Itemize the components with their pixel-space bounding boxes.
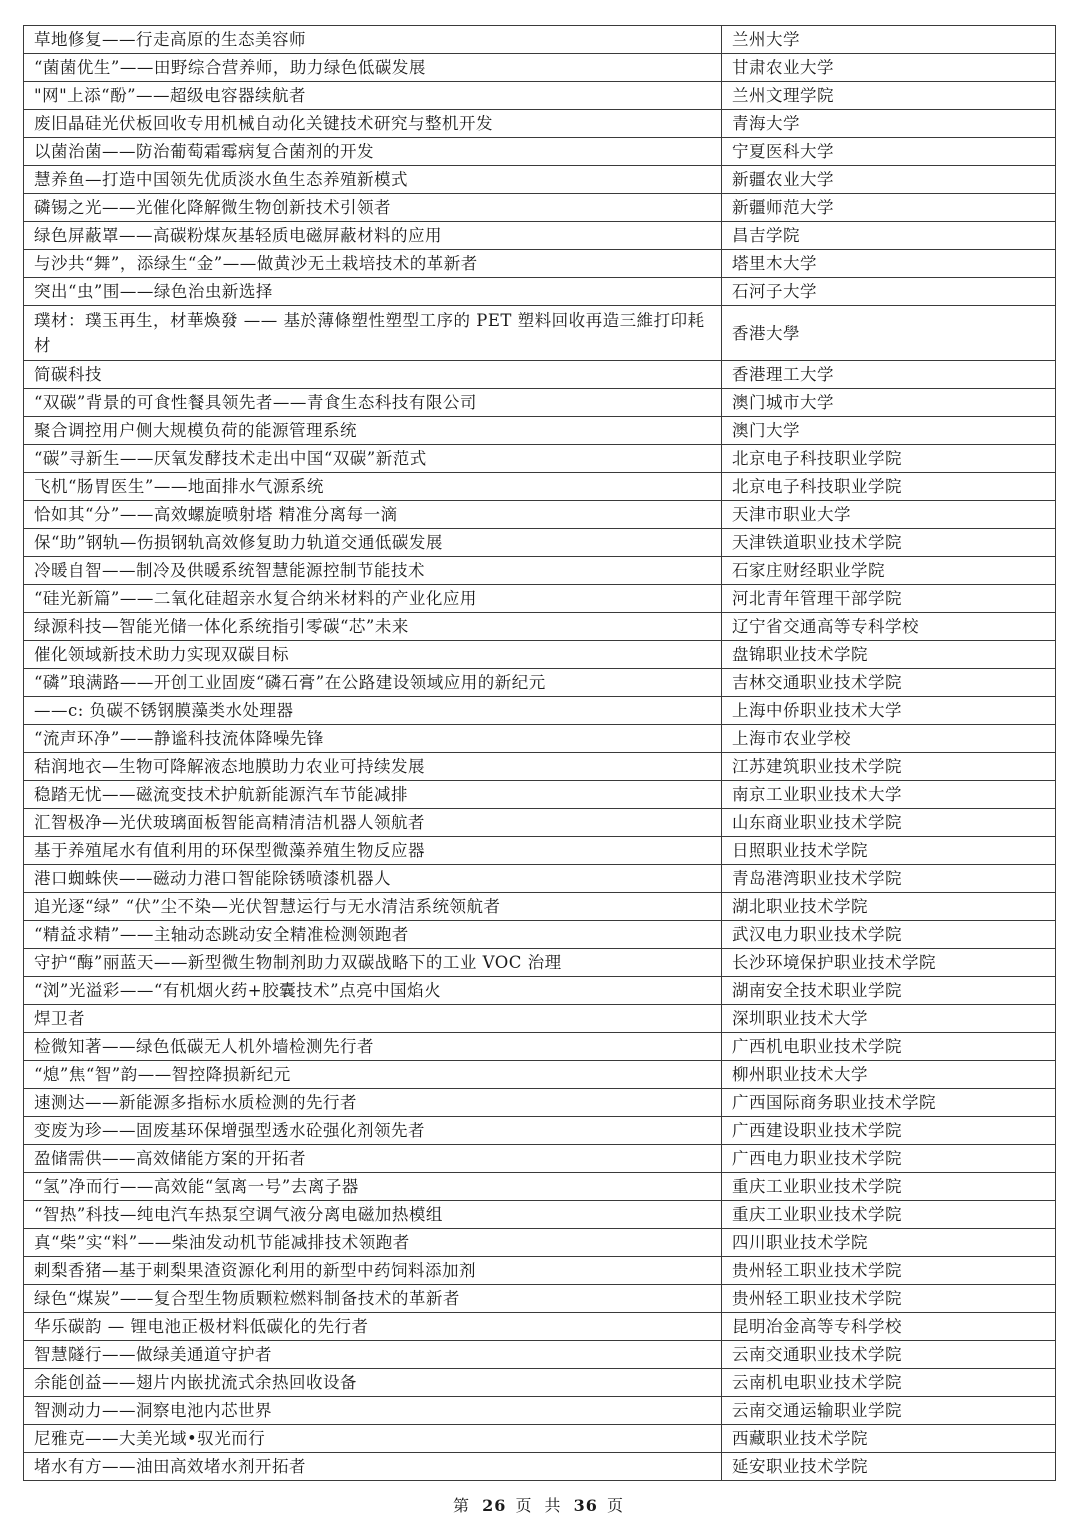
project-name-cell: 稳踏无忧——磁流变技术护航新能源汽车节能减排 [24, 781, 722, 809]
project-name-cell: 智测动力——洞察电池内芯世界 [24, 1397, 722, 1425]
footer-prefix: 第 [452, 1496, 473, 1515]
table-row [24, 138, 1056, 166]
table-row [24, 361, 1056, 389]
table-row [24, 1201, 1056, 1229]
project-name-cell: 废旧晶硅光伏板回收专用机械自动化关键技术研究与整机开发 [24, 110, 722, 138]
table-row [24, 641, 1056, 669]
project-name-cell: “菌菌优生”——田野综合营养师，助力绿色低碳发展 [24, 54, 722, 82]
school-name-cell: 天津铁道职业技术学院 [722, 529, 1056, 557]
table-row [24, 1061, 1056, 1089]
project-name-cell: 刺梨香猪—基于刺梨果渣资源化利用的新型中药饲料添加剂 [24, 1257, 722, 1285]
school-name-cell: 柳州职业技术大学 [722, 1061, 1056, 1089]
project-name-cell: 突出“虫”围——绿色治虫新选择 [24, 278, 722, 306]
project-name-cell: 基于养殖尾水有值利用的环保型微藻养殖生物反应器 [24, 837, 722, 865]
table-row [24, 949, 1056, 977]
table-row [24, 725, 1056, 753]
project-name-cell: 变废为珍——固废基环保增强型透水砼强化剂领先者 [24, 1117, 722, 1145]
project-name-cell: 尼雅克——大美光域•驭光而行 [24, 1425, 722, 1453]
school-name-cell: 深圳职业技术大学 [722, 1005, 1056, 1033]
project-name-cell: 飞机“肠胃医生”——地面排水气源系统 [24, 473, 722, 501]
table-row [24, 865, 1056, 893]
school-name-cell: 广西国际商务职业技术学院 [722, 1089, 1056, 1117]
school-name-cell: 兰州文理学院 [722, 82, 1056, 110]
project-table [23, 25, 1056, 1481]
school-name-cell: 石家庄财经职业学院 [722, 557, 1056, 585]
table-row [24, 613, 1056, 641]
school-name-cell: 西藏职业技术学院 [722, 1425, 1056, 1453]
school-name-cell: 长沙环境保护职业技术学院 [722, 949, 1056, 977]
school-name-cell: 新疆师范大学 [722, 194, 1056, 222]
school-name-cell: 昌吉学院 [722, 222, 1056, 250]
project-name-cell: “碳”寻新生——厌氧发酵技术走出中国“双碳”新范式 [24, 445, 722, 473]
project-name-cell: “浏”光溢彩——“有机烟火药+胶囊技术”点亮中国焰火 [24, 977, 722, 1005]
project-name-cell: 堵水有方——油田高效堵水剂开拓者 [24, 1453, 722, 1481]
school-name-cell: 上海市农业学校 [722, 725, 1056, 753]
project-name-cell: 璞材：璞玉再生，材華煥發 —— 基於薄條塑性塑型工序的 PET 塑料回收再造三維打印耗材 [24, 306, 722, 361]
table-row [24, 1397, 1056, 1425]
project-name-cell: 简碳科技 [24, 361, 722, 389]
table-row [24, 781, 1056, 809]
school-name-cell: 香港理工大学 [722, 361, 1056, 389]
table-row [24, 753, 1056, 781]
school-name-cell: 青海大学 [722, 110, 1056, 138]
project-name-cell: 草地修复——行走高原的生态美容师 [24, 26, 722, 54]
project-name-cell: “智热”科技—纯电汽车热泵空调气液分离电磁加热模组 [24, 1201, 722, 1229]
project-name-cell: 检微知著——绿色低碳无人机外墙检测先行者 [24, 1033, 722, 1061]
project-name-cell: 绿色“煤炭”——复合型生物质颗粒燃料制备技术的革新者 [24, 1285, 722, 1313]
school-name-cell: 湖北职业技术学院 [722, 893, 1056, 921]
project-name-cell: “氢”净而行——高效能“氢离一号”去离子器 [24, 1173, 722, 1201]
footer-suffix: 页 [607, 1496, 628, 1515]
table-row [24, 306, 1056, 361]
table-row [24, 1369, 1056, 1397]
table-row [24, 669, 1056, 697]
table-row [24, 222, 1056, 250]
project-name-cell: “双碳”背景的可食性餐具领先者——青食生态科技有限公司 [24, 389, 722, 417]
project-name-cell: 绿源科技—智能光储一体化系统指引零碳“芯”未来 [24, 613, 722, 641]
project-name-cell: 冷暖自智——制冷及供暖系统智慧能源控制节能技术 [24, 557, 722, 585]
table-row [24, 697, 1056, 725]
table-row [24, 110, 1056, 138]
school-name-cell: 河北青年管理干部学院 [722, 585, 1056, 613]
school-name-cell: 四川职业技术学院 [722, 1229, 1056, 1257]
school-name-cell: 香港大學 [722, 306, 1056, 361]
project-name-cell: 华乐碳韵 — 锂电池正极材料低碳化的先行者 [24, 1313, 722, 1341]
table-row [24, 1229, 1056, 1257]
school-name-cell: 塔里木大学 [722, 250, 1056, 278]
school-name-cell: 澳门城市大学 [722, 389, 1056, 417]
table-row [24, 417, 1056, 445]
table-row [24, 389, 1056, 417]
table-row [24, 921, 1056, 949]
project-name-cell: 慧养鱼—打造中国领先优质淡水鱼生态养殖新模式 [24, 166, 722, 194]
table-row [24, 1117, 1056, 1145]
table-row [24, 1285, 1056, 1313]
school-name-cell: 江苏建筑职业技术学院 [722, 753, 1056, 781]
page-footer [0, 1493, 1080, 1516]
school-name-cell: 石河子大学 [722, 278, 1056, 306]
table-row [24, 585, 1056, 613]
current-page-number: 26 [482, 1496, 507, 1515]
project-name-cell: ——c: 负碳不锈钢膜藻类水处理器 [24, 697, 722, 725]
table-row [24, 194, 1056, 222]
school-name-cell: 甘肃农业大学 [722, 54, 1056, 82]
total-pages-number: 36 [573, 1496, 598, 1515]
school-name-cell: 重庆工业职业技术学院 [722, 1173, 1056, 1201]
project-name-cell: 与沙共“舞”，添绿生“金”——做黄沙无土栽培技术的革新者 [24, 250, 722, 278]
table-row [24, 1341, 1056, 1369]
school-name-cell: 云南交通运输职业学院 [722, 1397, 1056, 1425]
project-name-cell: 催化领域新技术助力实现双碳目标 [24, 641, 722, 669]
school-name-cell: 吉林交通职业技术学院 [722, 669, 1056, 697]
table-row [24, 837, 1056, 865]
project-table-body [24, 26, 1056, 1481]
school-name-cell: 南京工业职业技术大学 [722, 781, 1056, 809]
project-name-cell: 智慧隧行——做绿美通道守护者 [24, 1341, 722, 1369]
project-name-cell: “硅光新篇”——二氧化硅超亲水复合纳米材料的产业化应用 [24, 585, 722, 613]
school-name-cell: 武汉电力职业技术学院 [722, 921, 1056, 949]
school-name-cell: 山东商业职业技术学院 [722, 809, 1056, 837]
table-row [24, 1033, 1056, 1061]
school-name-cell: 广西机电职业技术学院 [722, 1033, 1056, 1061]
table-row [24, 250, 1056, 278]
table-row [24, 445, 1056, 473]
school-name-cell: 新疆农业大学 [722, 166, 1056, 194]
project-name-cell: 保“助”钢轨—伤损钢轨高效修复助力轨道交通低碳发展 [24, 529, 722, 557]
project-name-cell: 聚合调控用户侧大规模负荷的能源管理系统 [24, 417, 722, 445]
school-name-cell: 延安职业技术学院 [722, 1453, 1056, 1481]
table-row [24, 1425, 1056, 1453]
school-name-cell: 澳门大学 [722, 417, 1056, 445]
project-name-cell: 港口蜘蛛侠——磁动力港口智能除锈喷漆机器人 [24, 865, 722, 893]
table-row [24, 278, 1056, 306]
school-name-cell: 上海中侨职业技术大学 [722, 697, 1056, 725]
project-name-cell: 绿色屏蔽罩——高碳粉煤灰基轻质电磁屏蔽材料的应用 [24, 222, 722, 250]
school-name-cell: 广西建设职业技术学院 [722, 1117, 1056, 1145]
school-name-cell: 贵州轻工职业技术学院 [722, 1285, 1056, 1313]
project-name-cell: “磷”琅满路——开创工业固废“磷石膏”在公路建设领域应用的新纪元 [24, 669, 722, 697]
school-name-cell: 青岛港湾职业技术学院 [722, 865, 1056, 893]
table-row [24, 501, 1056, 529]
project-name-cell: 秸润地衣—生物可降解液态地膜助力农业可持续发展 [24, 753, 722, 781]
table-row [24, 26, 1056, 54]
school-name-cell: 宁夏医科大学 [722, 138, 1056, 166]
school-name-cell: 北京电子科技职业学院 [722, 445, 1056, 473]
school-name-cell: 天津市职业大学 [722, 501, 1056, 529]
project-name-cell: 汇智极净—光伏玻璃面板智能高精清洁机器人领航者 [24, 809, 722, 837]
project-name-cell: 追光逐“绿” “伏”尘不染—光伏智慧运行与无水清洁系统领航者 [24, 893, 722, 921]
project-name-cell: 真“柴”实“料”——柴油发动机节能减排技术领跑者 [24, 1229, 722, 1257]
table-row [24, 1089, 1056, 1117]
school-name-cell: 兰州大学 [722, 26, 1056, 54]
table-row [24, 977, 1056, 1005]
project-name-cell: “精益求精”——主轴动态跳动安全精准检测领跑者 [24, 921, 722, 949]
project-name-cell: 磷锡之光——光催化降解微生物创新技术引领者 [24, 194, 722, 222]
school-name-cell: 湖南安全技术职业学院 [722, 977, 1056, 1005]
project-name-cell: 恰如其“分”——高效螺旋喷射塔 精准分离每一滴 [24, 501, 722, 529]
table-row [24, 82, 1056, 110]
school-name-cell: 辽宁省交通高等专科学校 [722, 613, 1056, 641]
footer-middle: 页 共 [515, 1496, 565, 1515]
school-name-cell: 广西电力职业技术学院 [722, 1145, 1056, 1173]
project-name-cell: 盈储需供——高效储能方案的开拓者 [24, 1145, 722, 1173]
project-name-cell: 速测达——新能源多指标水质检测的先行者 [24, 1089, 722, 1117]
table-row [24, 529, 1056, 557]
project-name-cell: “流声环净”——静谧科技流体降噪先锋 [24, 725, 722, 753]
table-row [24, 1173, 1056, 1201]
school-name-cell: 盘锦职业技术学院 [722, 641, 1056, 669]
table-row [24, 54, 1056, 82]
table-row [24, 893, 1056, 921]
project-name-cell: 守护“酶”丽蓝天——新型微生物制剂助力双碳战略下的工业 VOC 治理 [24, 949, 722, 977]
table-row [24, 1005, 1056, 1033]
school-name-cell: 日照职业技术学院 [722, 837, 1056, 865]
project-name-cell: 焊卫者 [24, 1005, 722, 1033]
table-row [24, 1145, 1056, 1173]
table-row [24, 473, 1056, 501]
project-name-cell: 以菌治菌——防治葡萄霜霉病复合菌剂的开发 [24, 138, 722, 166]
table-row [24, 1313, 1056, 1341]
school-name-cell: 昆明冶金高等专科学校 [722, 1313, 1056, 1341]
table-row [24, 1257, 1056, 1285]
project-name-cell: “熄”焦“智”韵——智控降损新纪元 [24, 1061, 722, 1089]
school-name-cell: 云南机电职业技术学院 [722, 1369, 1056, 1397]
table-row [24, 809, 1056, 837]
project-name-cell: 余能创益——翅片内嵌扰流式余热回收设备 [24, 1369, 722, 1397]
table-row [24, 1453, 1056, 1481]
school-name-cell: 贵州轻工职业技术学院 [722, 1257, 1056, 1285]
project-name-cell: "网"上添“酚”——超级电容器续航者 [24, 82, 722, 110]
table-row [24, 166, 1056, 194]
school-name-cell: 北京电子科技职业学院 [722, 473, 1056, 501]
school-name-cell: 云南交通职业技术学院 [722, 1341, 1056, 1369]
school-name-cell: 重庆工业职业技术学院 [722, 1201, 1056, 1229]
table-row [24, 557, 1056, 585]
